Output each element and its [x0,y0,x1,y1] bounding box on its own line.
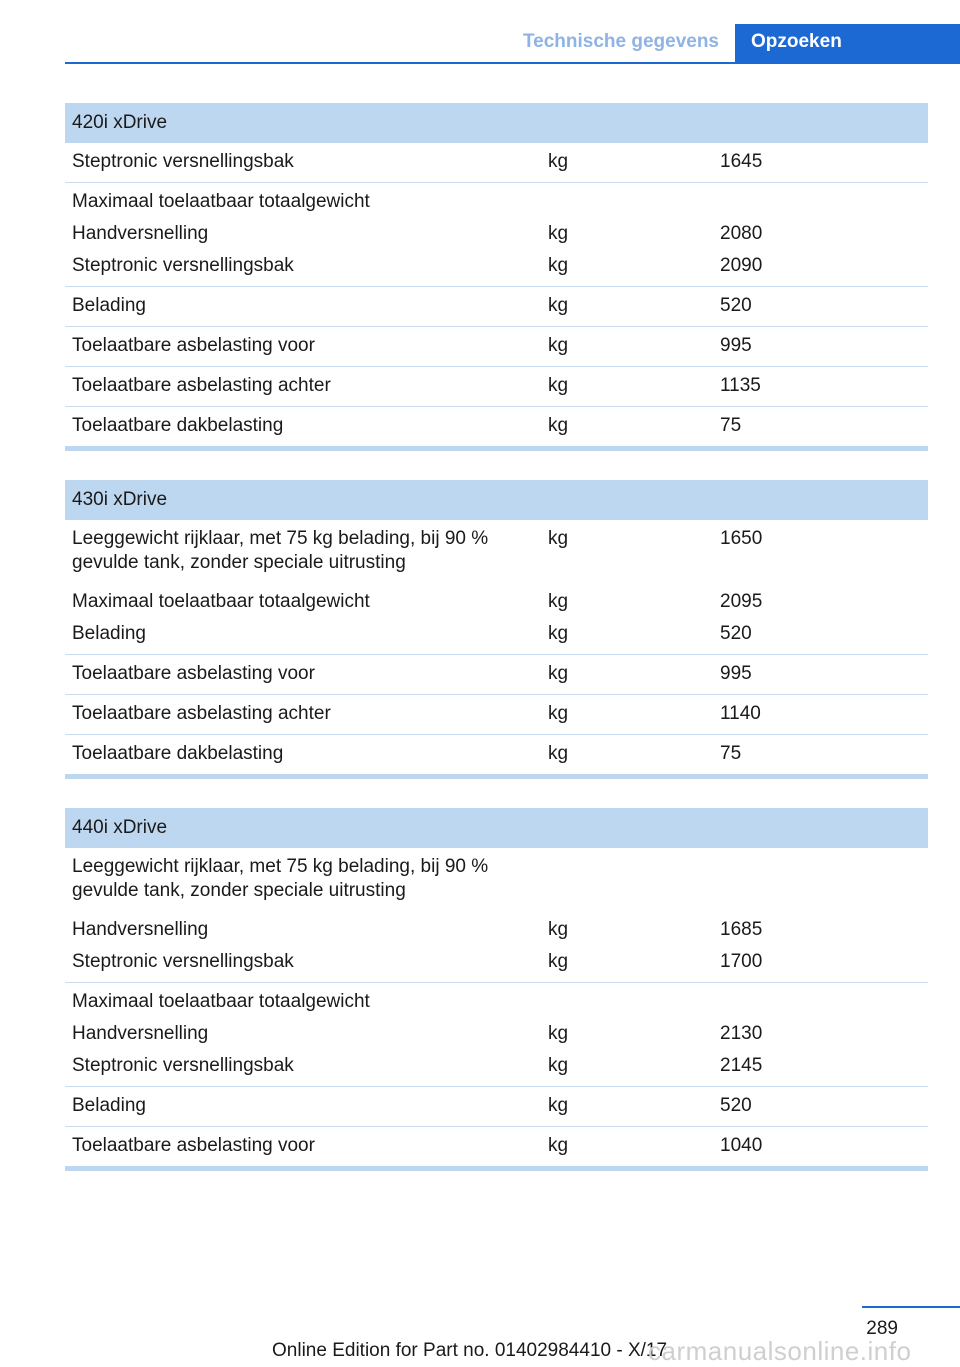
row-unit: kg [541,407,713,447]
row-label: Leeggewicht rijklaar, met 75 kg belading, bij 90 % gevulde tank, zonder speciale uitrusting [72,856,489,901]
spec-table-420i [65,103,928,446]
row-label: Leeggewicht rijklaar, met 75 kg belading, bij 90 % gevulde tank, zonder speciale uitrusting [72,528,489,573]
table-row [65,911,928,950]
table-row [65,848,928,911]
row-label: Belading [65,1087,541,1127]
row-unit: kg [548,255,569,276]
table-title: 430i xDrive [65,480,928,520]
row-label: Toelaatbare asbelasting voor [65,1127,541,1167]
row-unit [541,183,713,223]
row-unit: kg [548,151,569,172]
table-row [65,622,928,655]
row-label: Maximaal toelaatbaar totaalgewicht [65,983,541,1023]
row-label: Toelaatbare asbelasting achter [65,695,541,735]
row-unit: kg [548,528,569,549]
lookup-tab[interactable]: Opzoeken [735,24,960,62]
row-value [713,848,928,911]
table-row [65,254,928,287]
row-value: 1140 [713,695,928,735]
row-label: Belading [72,623,146,644]
table-row [65,655,928,695]
table-row [65,1127,928,1167]
table-end-bar [65,774,928,779]
row-value: 1650 [720,528,763,549]
row-value: 520 [713,287,928,327]
table-row [65,695,928,735]
row-unit: kg [541,735,713,775]
table-row [65,1022,928,1054]
table-end-bar [65,446,928,451]
row-value: 75 [713,735,928,775]
table-title: 420i xDrive [65,103,928,143]
table-row [65,143,928,183]
row-label: Maximaal toelaatbaar totaalgewicht [65,183,541,223]
row-label: Handversnelling [72,223,209,244]
table-title: 440i xDrive [65,808,928,848]
row-unit [541,983,713,1023]
table-row [65,520,928,583]
row-unit: kg [541,367,713,407]
row-unit: kg [548,951,569,972]
row-value: 2145 [720,1055,763,1076]
row-unit: kg [541,655,713,695]
row-label: Handversnelling [72,1023,209,1044]
page-number: 289 [866,1318,898,1339]
row-unit: kg [541,327,713,367]
row-unit: kg [548,591,569,612]
page-header [65,24,960,64]
row-label: Handversnelling [72,919,209,940]
spec-tables [65,103,928,1200]
row-unit: kg [548,1023,569,1044]
row-label: Steptronic versnellingsbak [72,1055,294,1076]
row-label: Toelaatbare asbelasting achter [65,367,541,407]
row-value: 995 [713,655,928,695]
row-label: Toelaatbare asbelasting voor [65,327,541,367]
table-row [65,327,928,367]
spec-table-430i [65,480,928,774]
row-unit: kg [541,1127,713,1167]
row-unit: kg [541,287,713,327]
row-label: Maximaal toelaatbaar totaalgewicht [72,591,370,612]
row-value: 520 [713,1087,928,1127]
row-value: 2080 [720,223,763,244]
table-row [65,950,928,983]
row-value: 995 [713,327,928,367]
row-unit [541,848,713,911]
row-label: Toelaatbare dakbelasting [65,735,541,775]
row-label: Toelaatbare asbelasting voor [65,655,541,695]
row-unit: kg [548,919,569,940]
table-row [65,735,928,775]
row-label: Toelaatbare dakbelasting [65,407,541,447]
row-value: 2090 [720,255,763,276]
table-row [65,367,928,407]
row-value: 2095 [720,591,763,612]
row-label: Steptronic versnellingsbak [72,951,294,972]
row-value: 75 [713,407,928,447]
row-unit: kg [541,695,713,735]
row-value: 1645 [720,151,763,172]
row-unit: kg [548,623,569,644]
spec-table-440i [65,808,928,1166]
watermark: carmanualsonline.info [648,1336,912,1366]
footer-rule [862,1306,960,1308]
table-end-bar [65,1166,928,1171]
table-row [65,183,928,223]
table-row [65,583,928,622]
row-label: Steptronic versnellingsbak [72,255,294,276]
table-row [65,222,928,254]
row-value: 1040 [713,1127,928,1167]
row-value: 2130 [720,1023,763,1044]
table-row [65,983,928,1023]
row-value: 1685 [720,919,763,940]
table-row [65,1054,928,1087]
edition-note: Online Edition for Part no. 01402984410 - X/17 [272,1340,668,1361]
section-tab[interactable]: Technische gegevens [522,31,719,52]
row-unit: kg [541,1087,713,1127]
row-value [713,183,928,223]
row-label: Belading [65,287,541,327]
row-unit: kg [548,223,569,244]
row-value: 1135 [713,367,928,407]
row-value: 1700 [720,951,763,972]
row-value [713,983,928,1023]
row-label: Steptronic versnellingsbak [72,151,294,172]
table-row [65,1087,928,1127]
row-value: 520 [720,623,752,644]
row-unit: kg [548,1055,569,1076]
table-row [65,407,928,447]
table-row [65,287,928,327]
